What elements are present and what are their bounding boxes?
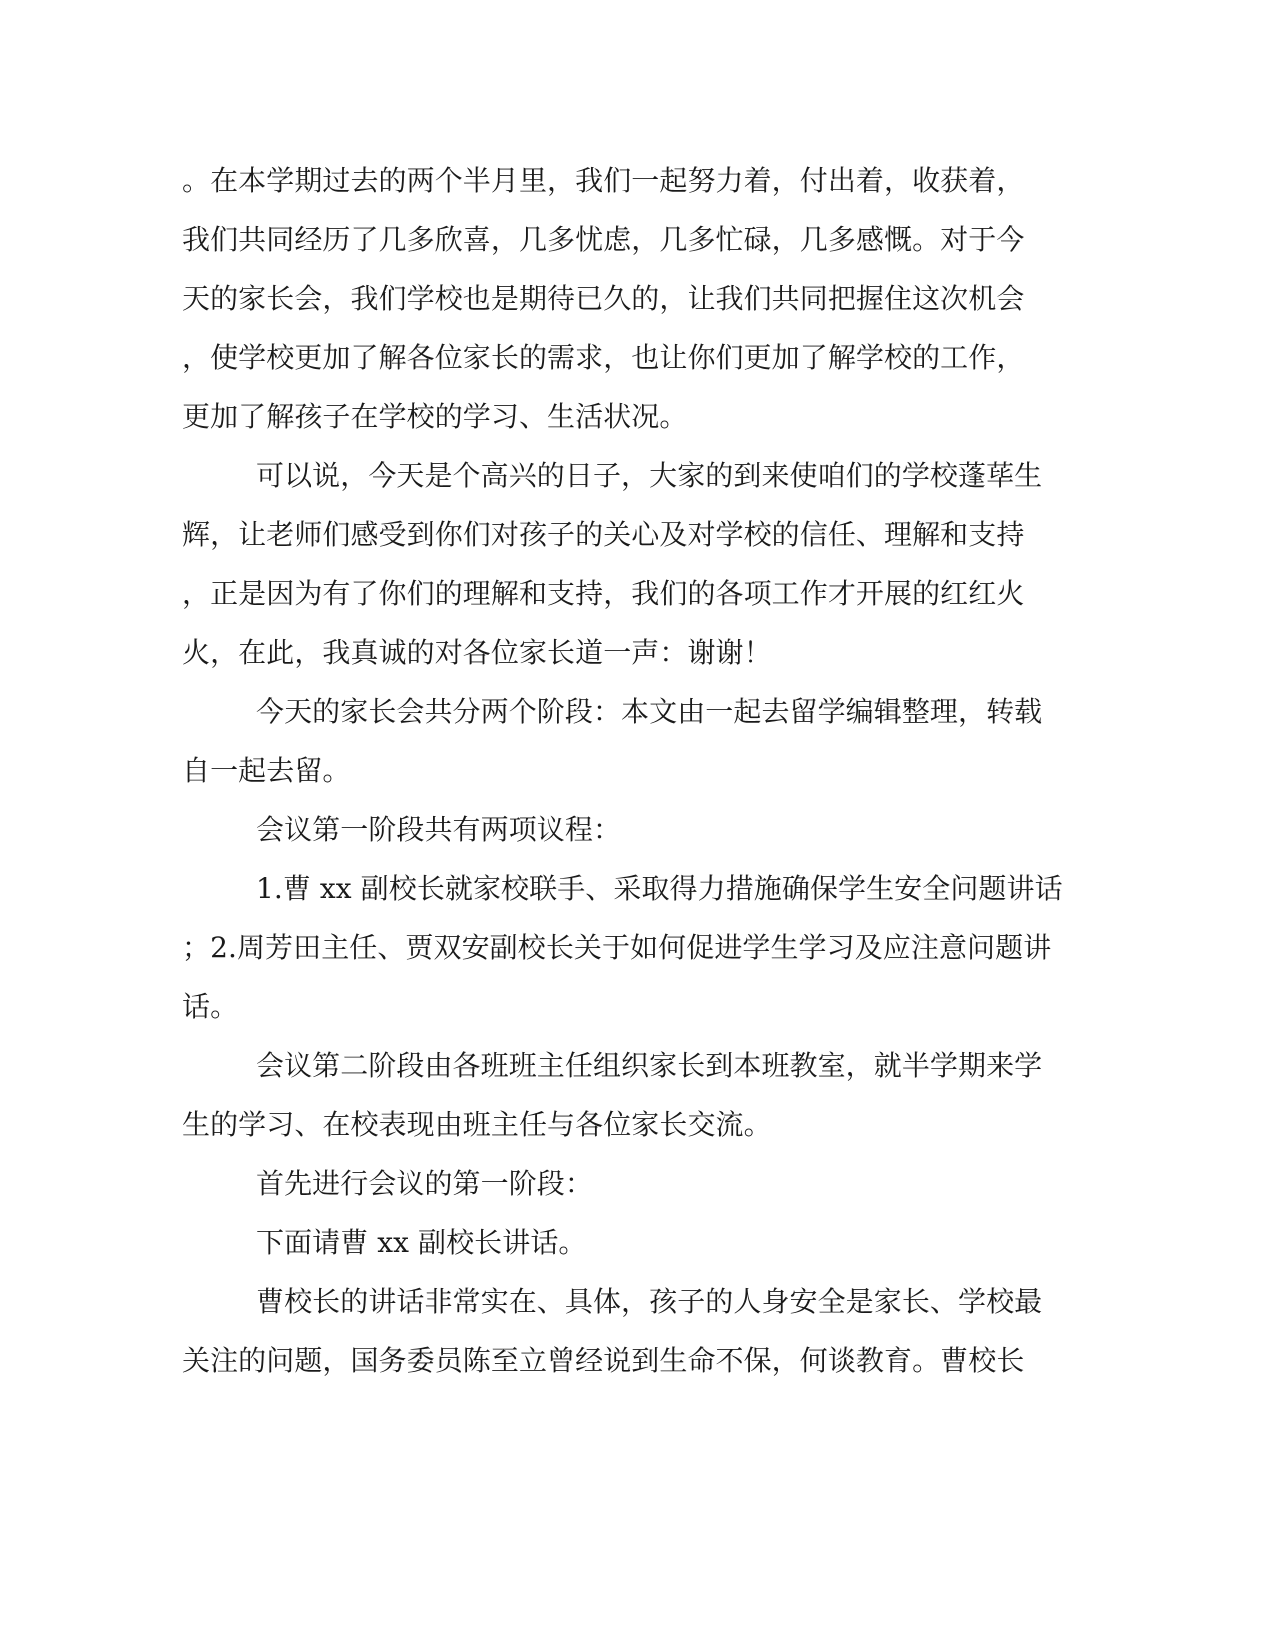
- body-text-line: 话。: [182, 990, 239, 1023]
- body-text-line: 我们共同经历了几多欣喜，几多忧虑，几多忙碌，几多感慨。对于今: [182, 223, 1025, 256]
- body-text-line: 生的学习、在校表现由班主任与各位家长交流。: [182, 1108, 772, 1141]
- paragraph-start-line: 今天的家长会共分两个阶段：本文由一起去留学编辑整理，转载: [256, 695, 1043, 728]
- body-text-line: 更加了解孩子在学校的学习、生活状况。: [182, 400, 688, 433]
- body-text-line: 天的家长会，我们学校也是期待已久的，让我们共同把握住这次机会: [182, 282, 1025, 315]
- body-text-line: 。在本学期过去的两个半月里，我们一起努力着，付出着，收获着，: [182, 164, 1025, 197]
- body-text-line: 火，在此，我真诚的对各位家长道一声：谢谢！: [182, 636, 772, 669]
- paragraph-start-line: 下面请曹 xx 副校长讲话。: [256, 1226, 587, 1259]
- paragraph-start-line: 可以说，今天是个高兴的日子，大家的到来使咱们的学校蓬荜生: [256, 459, 1043, 492]
- body-text-line: 关注的问题，国务委员陈至立曾经说到生命不保，何谈教育。曹校长: [182, 1344, 1025, 1377]
- paragraph-start-line: 曹校长的讲话非常实在、具体，孩子的人身安全是家长、学校最: [256, 1285, 1043, 1318]
- agenda-item-line: ；2.周芳田主任、贾双安副校长关于如何促进学生学习及应注意问题讲: [182, 931, 1052, 964]
- agenda-item-line: 1.曹 xx 副校长就家校联手、采取得力措施确保学生安全问题讲话: [256, 872, 1063, 905]
- paragraph-start-line: 首先进行会议的第一阶段：: [256, 1167, 593, 1200]
- body-text-line: ，使学校更加了解各位家长的需求，也让你们更加了解学校的工作，: [182, 341, 1025, 374]
- body-text-line: 自一起去留。: [182, 754, 351, 787]
- body-text-line: ，正是因为有了你们的理解和支持，我们的各项工作才开展的红红火: [182, 577, 1025, 610]
- paragraph-start-line: 会议第二阶段由各班班主任组织家长到本班教室，就半学期来学: [256, 1049, 1043, 1082]
- body-text-line: 辉，让老师们感受到你们对孩子的关心及对学校的信任、理解和支持: [182, 518, 1025, 551]
- paragraph-start-line: 会议第一阶段共有两项议程：: [256, 813, 622, 846]
